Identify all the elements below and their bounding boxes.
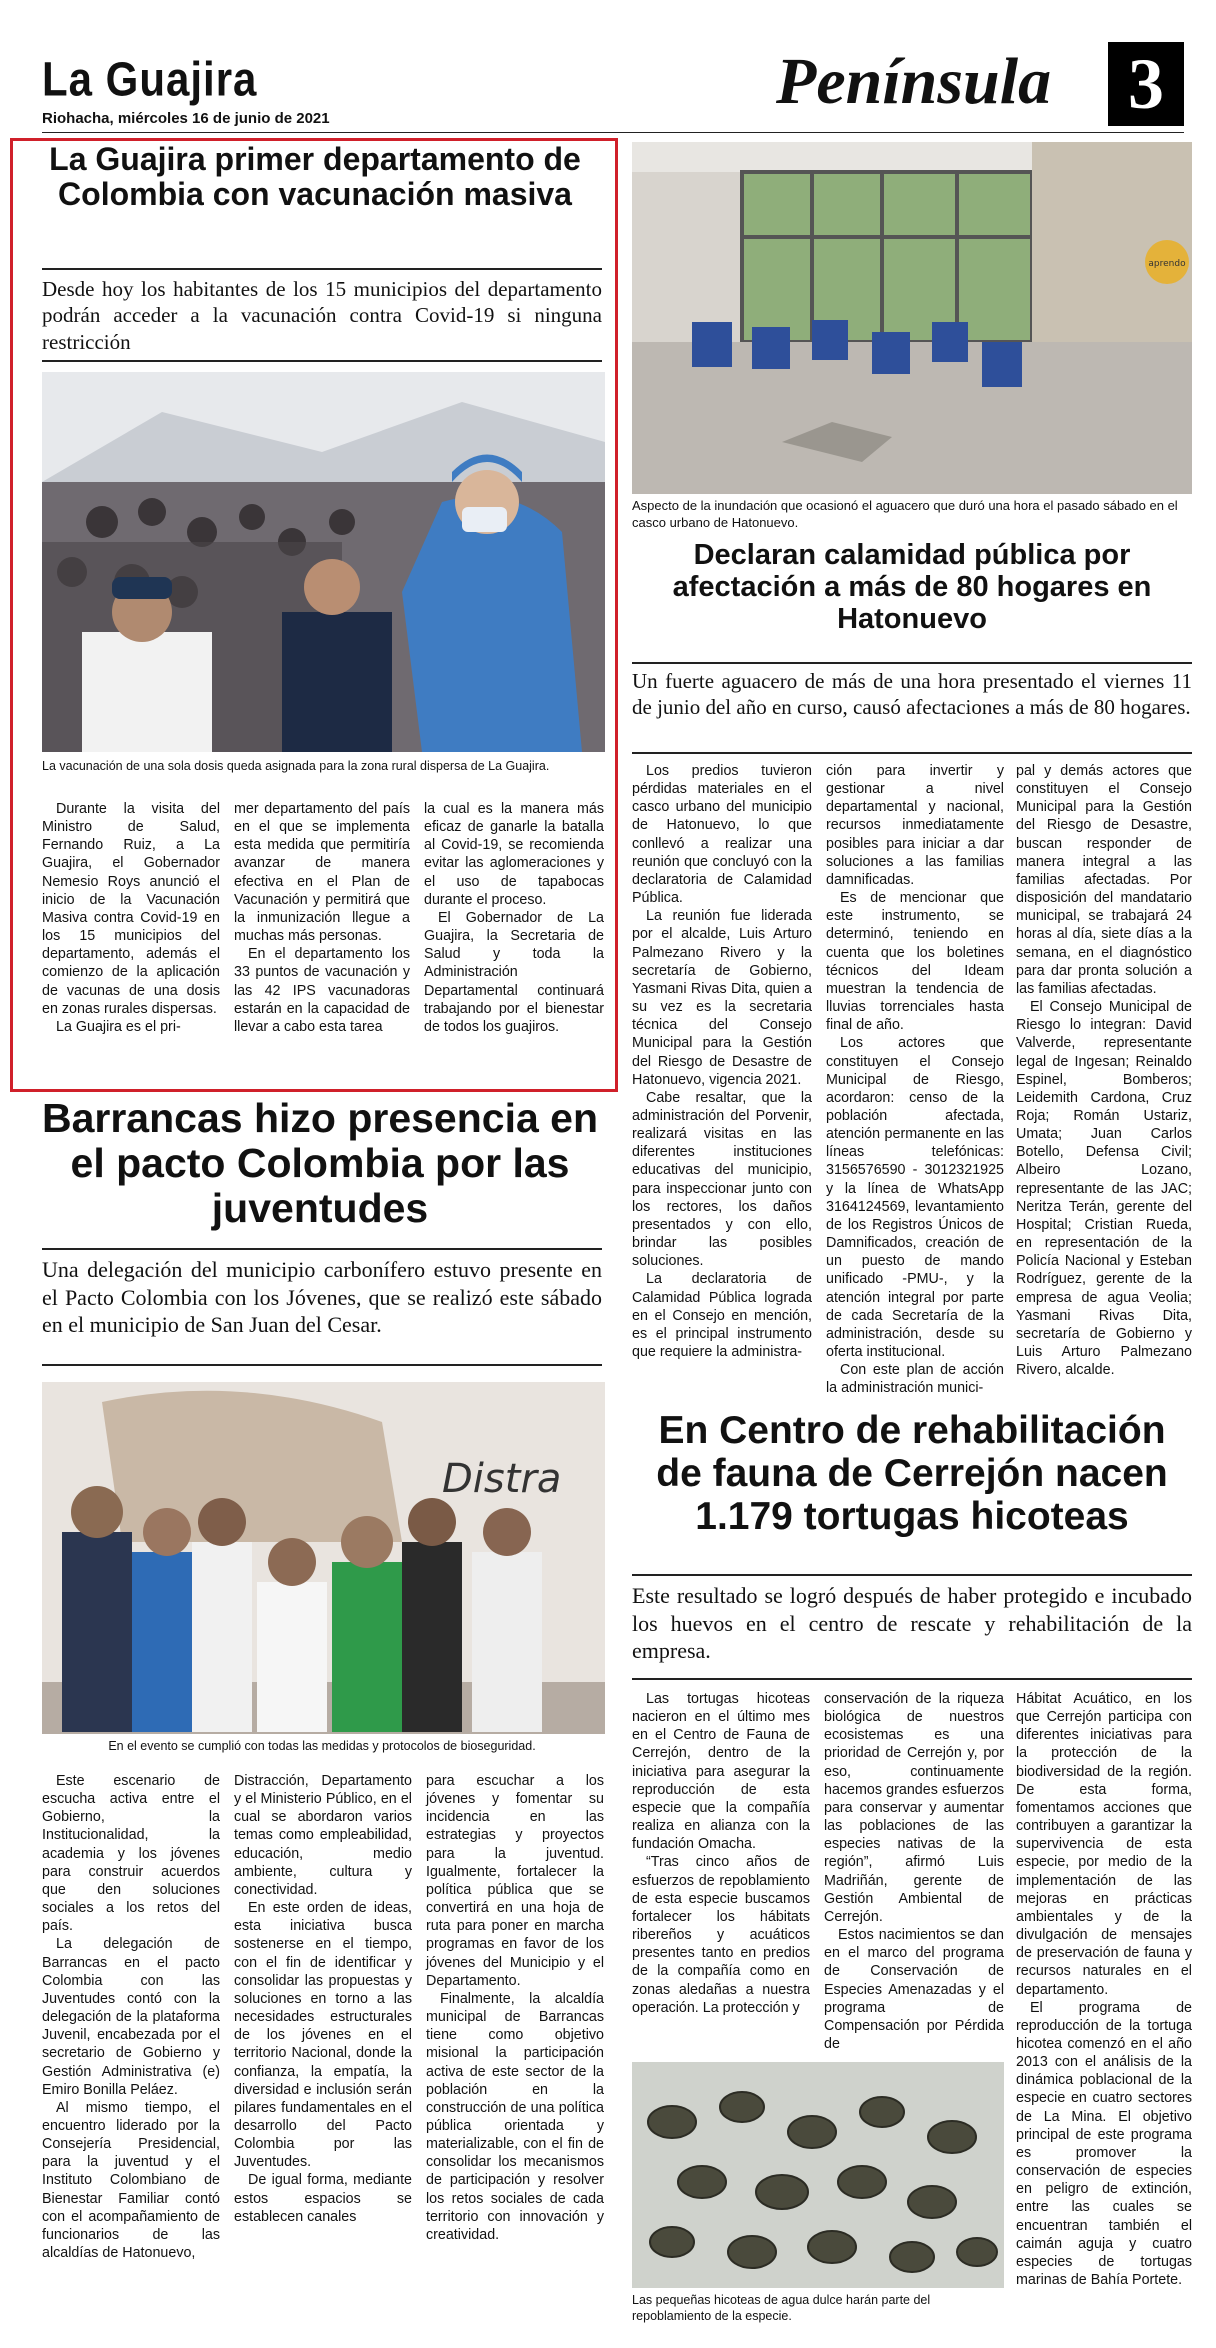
paragraph: ción para invertir y gestionar a nivel departamental y nacional, recursos inmediatamente posibles para iniciar a dar soluciones a las familias damnificadas. (826, 763, 1004, 888)
article1-col2 (234, 800, 410, 1036)
paragraph: Los actores que constituyen el Consejo Municipal de Riesgo, acordaron: censo de la población afectada, atención permanente en las líneas telefónicas: 3156576590 - 3012321925 y la línea de WhatsApp 3164124569, levantamiento de los Registros Únicos de Damnificados, creación de un puesto de mando unificado -PMU-, y la atención integral por parte de cada Secretaría de la administración, desde su oferta institucional. (826, 1035, 1004, 1360)
article1-col3 (424, 800, 604, 1036)
article1-deck: Desde hoy los habitantes de los 15 municipios del departamento podrán acceder a la vacunación contra Covid-19 si ninguna restricción (42, 277, 602, 354)
article2-col1 (632, 762, 812, 1361)
paragraph: Durante la visita del Ministro de Salud, Fernando Ruiz, a La Guajira, el Gobernador Nemesio Roys anunció el inicio de la Vacunación Masiva contra Covid-19 en los 15 municipios del departamento, además el comienzo de la aplicación de vacunas de una dosis en zonas rurales dispersas. (42, 801, 220, 1017)
youth-group-photo (42, 1382, 605, 1734)
paragraph: “Tras cinco años de esfuerzos de repoblamiento de esta especie buscamos fortalecer los hábitats ribereños y acuáticos presentes tanto en predios de la compañía como en zonas aledañas a nuestra operación. La protección y (632, 1854, 810, 2016)
paragraph: Estos nacimientos se dan en el marco del programa de Conservación de Especies Amenazadas y el programa de Compensación por Pérdida de (824, 1927, 1004, 2052)
paragraph: Los predios tuvieron pérdidas materiales en el casco urbano del municipio de Hatonuevo, lo que conllevó a realizar una reunión que concluyó con la declaratoria de Calamidad Pública. (632, 763, 812, 907)
article2-deck-rule-bottom (632, 752, 1192, 754)
page-number: 3 (1108, 42, 1184, 126)
article4-col3 (1016, 1690, 1192, 2289)
article1-headline: La Guajira primer departamento de Colombia con vacunación masiva (49, 141, 581, 213)
paragraph: En este orden de ideas, esta iniciativa busca sostenerse en el tiempo, con el fin de identificar y consolidar las propuestas y soluciones en torno a las necesidades estructurales de los jóvenes en el territorio Nacional, donde la confianza, la empatía, la diversidad e inclusión serán pilares fundamentales en el desarrollo del Pacto Colombia por las Juventudes. (234, 1900, 412, 2171)
date-line: Riohacha, miércoles 16 de junio de 2021 (42, 110, 330, 127)
paragraph: Hábitat Acuático, en los que Cerrejón participa con diferentes iniciativas para la protección de la biodiversidad de la región. De esta forma, fomentamos acciones que contribuyen a garantizar la supervivencia de esta especie, por medio de la implementación de las mejoras en prácticas ambientales y de la divulgación de mensajes de preservación de fauna y recursos naturales en el departamento. (1016, 1691, 1192, 1998)
vaccination-photo (42, 372, 605, 752)
article3-deck: Una delegación del municipio carbonífero estuvo presente en el Pacto Colombia con los Jóvenes, que se realizó este sábado en el municipio de San Juan del Cesar. (42, 1257, 602, 1337)
paragraph: Con este plan de acción la administración munici- (826, 1362, 1004, 1397)
paragraph: mer departamento del país en el que se implementa esta medida que permitiría avanzar de manera efectiva en el Plan de Vacunación y permitirá que la inmunización llegue a muchas más personas. (234, 801, 410, 945)
paragraph: Distracción, Departamento y el Ministerio Público, en el cual se abordaron varios temas como empleabilidad, educación, medio ambiente, cultura y conectividad. (234, 1773, 412, 1898)
paragraph: Cabe resaltar, que la administración del Porvenir, realizará visitas en las diferentes instituciones educativas del municipio, para inspeccionar junto con los rectores, los daños presentados y con ello, brindar las posibles soluciones. (632, 1089, 812, 1270)
article1-caption: La vacunación de una sola dosis queda asignada para la zona rural dispersa de La Guajira. (42, 759, 550, 773)
paragraph: pal y demás actores que constituyen el Consejo Municipal para la Gestión del Riesgo de Desastre, buscan responder de manera integral a las familias afectadas. Por disposición del mandatario municipal, se trabajará 24 horas al día, siete días a la semana, en el diagnóstico para dar pronta solución a las familias afectadas. (1016, 763, 1192, 997)
mural-text: Distra (442, 1456, 562, 1502)
paragraph: Este escenario de escucha activa entre el Gobierno, la Institucionalidad, la academia y los jóvenes para construir acuerdos que den soluciones sociales a los retos del país. (42, 1773, 220, 1935)
paragraph: Finalmente, la alcaldía municipal de Barrancas tiene como objetivo misional la participación activa de este sector de la población en la construcción de una política pública orientada y materializable, con el fin de consolidar los mecanismos de participación y resolver los retos sociales de cada territorio con innovación y creatividad. (426, 1990, 604, 2243)
article2-col3 (1016, 762, 1192, 1379)
article4-deck-rule-bottom (632, 1678, 1192, 1680)
paragraph: El Consejo Municipal de Riesgo lo integran: David Valverde, representante legal de Ingesan; Reinaldo Espinel, Bomberos; Leidemith Cardona, Cruz Roja; Román Ustariz, Umata; Juan Carlos Botello, Defensa Civil; Albeiro Lozano, representante de las JAC; Neritza Terán, gerente del Hospital; Cristian Rueda, en representación de la Policía Nacional y Esteban Rodríguez, gerente de la empresa de agua Veolia; Yasmani Rivas Dita, secretaría de Gobierno y Luis Arturo Palmezano Rivero, alcalde. (1016, 999, 1192, 1379)
article4-caption: Las pequeñas hicoteas de agua dulce harán parte del repoblamiento de la especie. (632, 2293, 931, 2324)
paragraph: Al mismo tiempo, el encuentro liderado por la Consejería Presidencial, para la juventud y el Instituto Colombiano de Bienestar Familiar contó con el acompañamiento de funcionarios de las alcaldías de Hatonuevo, (42, 2099, 220, 2262)
article3-deck-rule-top (42, 1248, 602, 1250)
paragraph: La Guajira es el pri- (56, 1018, 181, 1035)
article3-col3 (426, 1772, 604, 2244)
sign-text: aprendo (1148, 259, 1186, 269)
paragraph: Las tortugas hicoteas nacieron en el último mes en el Centro de Fauna de Cerrejón, dentro de la iniciativa para asegurar la reproducción de esta especie que la compañía realiza en alianza con la fundación Omacha. (632, 1691, 810, 1853)
article2-caption: Aspecto de la inundación que ocasionó el aguacero que duró una hora el pasado sábado en el casco urbano de Hatonuevo. (632, 498, 1178, 530)
article3-deck-rule-bottom (42, 1364, 602, 1366)
newspaper-name: La Guajira (42, 52, 258, 107)
article1-deck-rule-bottom (42, 360, 602, 362)
paragraph: El programa de reproducción de la tortuga hicotea comenzó en el año 2013 con el análisis de la dinámica poblacional de la especie en cuatro sectores de La Mina. El objetivo principal de este programa es promover la conservación de especies en peligro de extinción, entre las cuales se encuentran también el caimán aguja y cuatro especies de tortugas marinas de Bahía Portete. (1016, 1999, 1192, 2288)
paragraph: La reunión fue liderada por el alcalde, Luis Arturo Palmezano Rivero y la secretaría de Gobierno, Yasmani Rivas Dita, quien a su vez es la secretaria técnica del Consejo Municipal para la Gestión del Riesgo de Desastre de Hatonuevo, vigencia 2021. (632, 908, 812, 1088)
turtles-photo (632, 2062, 1004, 2288)
paragraph: La delegación de Barrancas en el pacto Colombia con las Juventudes contó con la delegación de la plataforma Juvenil, encabezada por el secretario de Gobierno y Gestión Administrativa (e) Emiro Bonilla Peláez. (42, 1936, 220, 2098)
article2-col2 (826, 762, 1004, 1397)
article4-deck-rule-top (632, 1574, 1192, 1576)
article2-deck: Un fuerte aguacero de más de una hora presentado el viernes 11 de junio del año en curso, causó afectaciones a más de 80 hogares. (632, 669, 1192, 720)
article2-headline: Declaran calamidad pública por afectación a más de 80 hogares en Hatonuevo (672, 539, 1152, 635)
article3-col2 (234, 1772, 412, 2226)
masthead-rule (42, 132, 1184, 133)
paragraph: De igual forma, mediante estos espacios se establecen canales (234, 2172, 412, 2225)
paragraph: para escuchar a los jóvenes y fomentar su incidencia en las estrategias y proyectos para la juventud. Igualmente, fortalecer la política pública que se convertirá en una hoja de ruta para poner en marcha programas en favor de los jóvenes del Municipio y el Departamento. (426, 1773, 604, 1989)
paragraph: En el departamento los 33 puntos de vacunación y las 42 IPS vacunadoras estarán en la capacidad de llevar a cabo esta tarea (234, 946, 410, 1035)
article4-col2 (824, 1690, 1004, 2053)
article3-headline: Barrancas hizo presencia en el pacto Colombia por las juventudes (41, 1095, 599, 1232)
article3-caption: En el evento se cumplió con todas las medidas y protocolos de bioseguridad. (108, 1739, 536, 1753)
paragraph: Es de mencionar que este instrumento, se determinó, teniendo en cuenta que los boletines técnicos del Ideam muestran la tendencia de lluvias torrenciales hasta final de año. (826, 890, 1004, 1034)
section-title: Península (776, 45, 1052, 118)
paragraph: la cual es la manera más eficaz de ganarle la batalla al Covid-19, se recomienda evitar las aglomeraciones y el uso de tapabocas durante el proceso. (424, 801, 604, 908)
paragraph: conservación de la riqueza biológica de nuestros ecosistemas es una prioridad de Cerrejón y, por eso, continuamente hacemos grandes esfuerzos para conservar y aumentar las poblaciones de las especies nativas de la región”, afirmó Luis Madriñán, gerente de Gestión Ambiental de Cerrejón. (824, 1691, 1004, 1925)
paragraph: El Gobernador de La Guajira, la Secretaria de Salud y toda la Administración Departamental continuará trabajando por el bienestar de todos los guajiros. (424, 909, 604, 1035)
article1-deck-rule-top (42, 268, 602, 270)
article2-deck-rule-top (632, 662, 1192, 664)
article4-col1 (632, 1690, 810, 2017)
article3-col1 (42, 1772, 220, 2262)
article4-deck: Este resultado se logró después de haber protegido e incubado los huevos en el centro de rescate y rehabilitación de la empresa. (632, 1583, 1192, 1663)
article4-headline: En Centro de rehabilitación de fauna de Cerrejón nacen 1.179 tortugas hicoteas (656, 1409, 1168, 1538)
paragraph: La declaratoria de Calamidad Pública lograda en el Consejo en mención, es el principal instrumento que requiere la administra- (632, 1271, 812, 1360)
article1-col1 (42, 800, 220, 1036)
flood-photo (632, 142, 1192, 494)
